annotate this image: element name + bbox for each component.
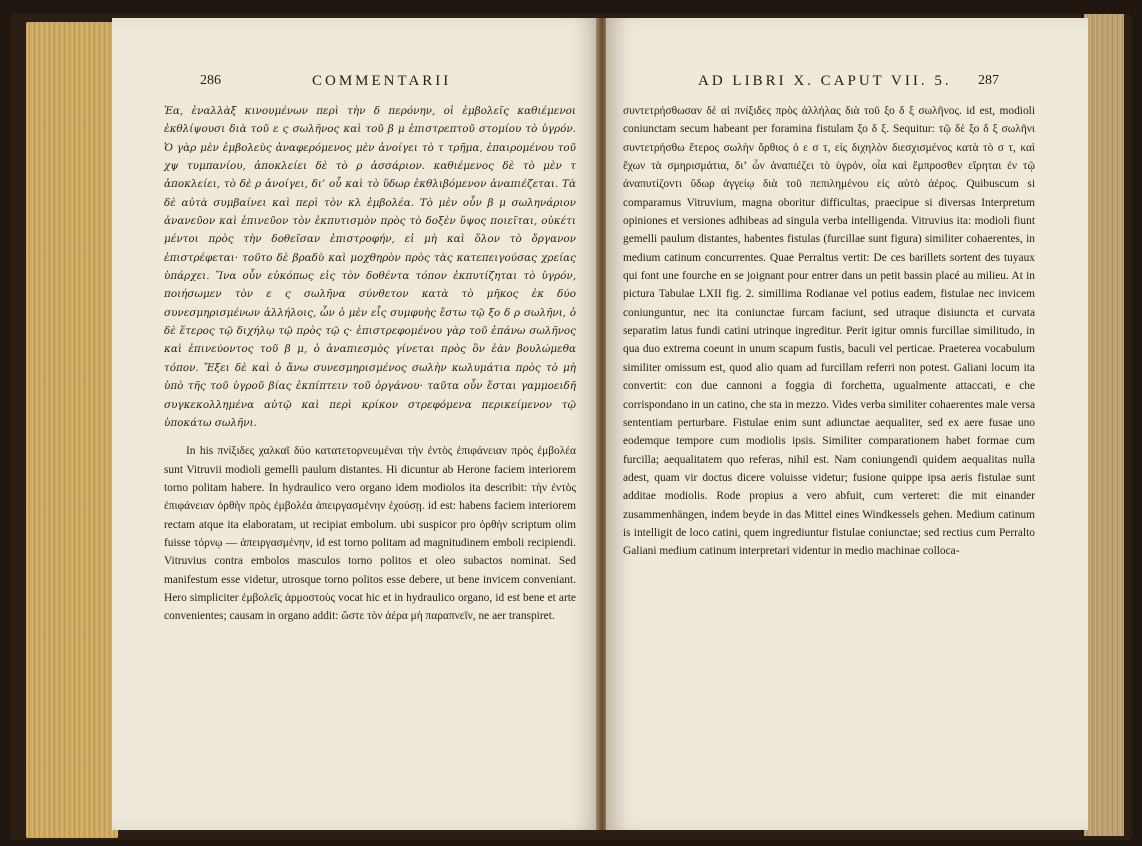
right-page-body	[623, 102, 1035, 561]
left-page	[112, 18, 599, 830]
right-page-text: συντετρήσθωσαν δὲ αἱ πνίξιδες πρὸς ἀλλήλας διὰ τοῦ ξο δ ξ σωλῆνος. id est, modioli coniunctam secum habeant per foramina fistulam ξο δ ξ. Sequitur: τῷ δὲ ξο δ ξ σωλῆνι συντετρήσθω ἕτερος σωλὴν ὄρθιος ὁ ε σ τ, εἰς διχηλὸν διεσχισμένος κατὰ τὸ σ τ, καὶ ἔχων τὰ σμηρισμάτια, δι’ ὧν ἀναπιέζει τὸ ὑγρόν, οἷα καὶ ἔμπροσθεν εἴρηται ἐν τῷ ἀναπυτίζοντι ὕδωρ ἀγγείῳ διὰ τοῦ πεπιλημένου εἰς αὐτὸ ἀέρος. Quibuscum si comparamus Vitruvium, magna oboritur difficultas, praecipue si diversas Interpretum opiniones et versiones adhibeas ad singula verba intelligenda. Vitruvius ita: modioli fiunt gemelli paulum distantes, habentes fistulas (furcillae sunt figura) similiter cohaerentes, in medium catinum concurrentes. Quae Perraltus vertit: De ces barillets sortent des tuyaux qui font une fourche en se joignant pour entrer dans un petit bassin placé au milieu. At in pictura Tabulae LXII fig. 2. simillima Rodianae vel potius eadem, fistulae nec invicem coniunguntur, nec ita coniunctae furcam faciunt, sed utraque disiuncta et curvata separatim latus fundi catini utrinque ingreditur. Perit igitur omnis furcillae similitudo, in qua duo extrema coeunt in unum scapum fustis, baculi vel perticae. Praeterea vocabulum similiter omissum est, quod alio quam ad furcillam referri non potest. Galiani locum ita convertit: con due cannoni a foggia di forchetta, ugualmente attaccati, e che corrispondano in un catino, che sta in mezzo. Vides verba similiter cohaerentes male versa sententiam perturbare. Fistulae enim sunt adiunctae aequaliter, sed ex aere fusae uno eodemque tempore cum modiolis ipsis. Similiter comparationem habet formae cum furcilla; aequalitatem quo referas, nihil est. Nam coniungendi quidem aequalitas nulla adest, quam vir doctus dicere voluisse videtur; fusione quippe ipsa aeris fistulae sunt additae modiolis. Rode propius a vero abfuit, cum verteret: die mit einander zusammenhängen, indem beyde in das Mittel eines Windkessels gehen. Medium catinum is intelligit de loco catini, quem ingrediuntur fistulae coniunctae; sed rectius cum Perralto Galiani medium catinum interpretari videntur in medio machinae colloca-	[623, 105, 1035, 558]
left-page-body	[164, 102, 576, 626]
left-running-head: COMMENTARII	[312, 73, 452, 89]
latin-commentary: In his πνίξιδες χαλκαῖ δύο κατατετορνευμέναι τὴν ἐντὸς ἐπιφάνειαν πρὸς ἐμβολέα sunt Vitruvii modioli gemelli paulum distantes. Hi dicuntur ab Herone faciem interiorem torno politam habere. In hydraulico vero organo idem modiolos ita describit: τὴν ἐντὸς ἐπιφάνειαν ὀρθὴν πρὸς ἐμβολέα ἀπειργασμένην ἐχούσῃ. id est: habens faciem interiorem rectam atque ita elaboratam, ut recipiat embolum. ubi suspicor pro ὀρθὴν scriptum olim fuisse τόρνῳ — ἀπειργασμένην, id est torno politam ad magnitudinem emboli recipiendi. Vitruvius contra embolos masculos torno politos et oleo subactos nominat. Sed manifestum esse videtur, utrosque torno politos esse debere, ut bene invicem conveniant. Hero simpliciter ἐμβολεῖς ἁρμοστοὺς vocat hic et in hydraulico organo, id est bene et arte convenientes; causam in organo addit: ὥστε τὸν ἀέρα μὴ παραπνεῖν, ne aer transpiret.	[164, 445, 576, 623]
right-page-number: 287	[978, 73, 999, 88]
right-running-head: AD LIBRI X. CAPUT VII. 5.	[698, 73, 952, 89]
left-page-edges	[26, 22, 118, 838]
greek-quotation: Ἐα, ἑναλλὰξ κινουμένων περὶ τὴν δ περόνην, οἱ ἐμβολεῖς καθιέμενοι ἐκθλίψουσι διὰ τοῦ ε ς σωλῆνος καὶ τοῦ β μ ἐπιστρεπτοῦ στομίου τὸ ὑγρόν. Ὁ γὰρ μὲν ἐμβολεὺς ἀναφερόμενος μὲν ἀνοίγει τὸ τ τρῆμα, ἐπαιρομένου τοῦ χψ τυμπανίου, ἀποκλείει δὲ τὸ ρ ἀσσάριον. καθιέμενος δὲ τὸ μὲν τ ἀποκλείει, τὸ δὲ ρ ἀνοίγει, δι’ οὗ καὶ τὸ ὕδωρ ἐκθλιβόμενον ἀναπιέζεται. Τὰ δὲ αὐτὰ συμβαίνει καὶ περὶ τὸν κλ ἐμβολέα. Τὸ μὲν οὖν β μ σωληνάριον ἀνανεῦον καὶ ἐπινεῦον τὸν ἐκπυτισμὸν πρὸς τὸ δοξὲν ὕψος ποιεῖται, οὐκέτι μέντοι πρὸς τὴν δοθεῖσαν ἐπιστροφήν, εἰ μὴ καὶ ὅλον τὸ ὄργανον ἐπιστρέφεται· τοῦτο δὲ βραδὺ καὶ μοχθηρὸν πρὸς τὰς κατεπειγούσας χρείας ὑπάρχει. Ἵνα οὖν εὐκόπως εἰς τὸν δοθέντα τόπον ἐκπυτίζηται τὸ ὑγρόν, ποιήσωμεν τὸν ε ς σωλῆνα σύνθετον κατὰ τὸ μῆκος ἐκ δύο συνεσμηρισμένων ἀλλήλοις, ὧν ὁ μὲν εἷς συμφυὴς ἔστω τῷ ξο δ ρ σωλῆνι, ὁ δὲ ἕτερος τῷ διχήλῳ τῷ πρὸς τῷ ς· ἐπιστρεφομένου γὰρ τοῦ ἐπάνω σωλῆνος καὶ ἐπινεύοντος τοῦ β μ, ὁ ἀναπιεσμὸς γίνεται πρὸς ὃν ἐὰν βουλώμεθα τόπον. Ἔξει δὲ καὶ ὁ ἄνω συνεσμηρισμένος σωλὴν κωλυμάτια πρὸς τὸ μὴ ὑπὸ τῆς τοῦ ὑγροῦ βίας ἐκπίπτειν τοῦ ὀργάνου· ταῦτα οὖν ἔσται γαμμοειδῆ συγκεκολλημένα αὐτῷ καὶ περὶ κρίκον στρεφόμενα περικείμενον τῷ ὑποκάτω σωλῆνι.	[164, 105, 576, 429]
right-page	[606, 18, 1088, 830]
left-page-number: 286	[200, 73, 221, 88]
right-page-edges	[1084, 14, 1124, 836]
